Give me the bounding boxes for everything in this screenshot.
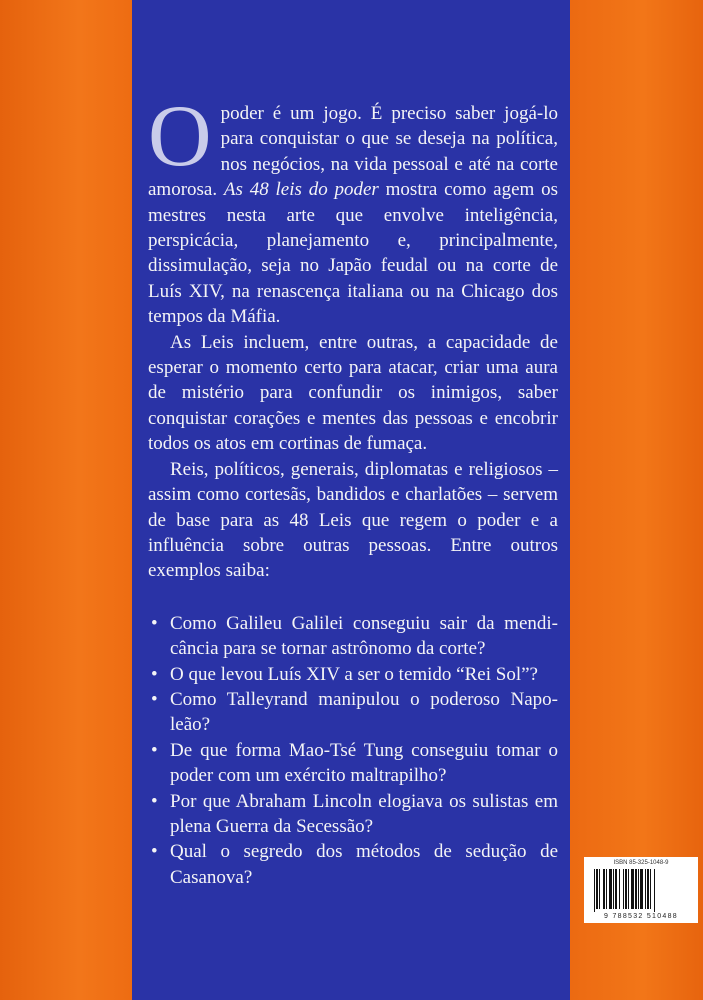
barcode-bar [628, 869, 629, 909]
barcode-bar [654, 869, 655, 912]
barcode-bar [640, 869, 643, 909]
barcode-bar [647, 869, 649, 909]
intro-text-start: poder é um jogo. É preciso saber jogá-lo para conquistar o que se deseja na política, nos negócios, na vida pessoal e até na corte amorosa. [148, 103, 558, 201]
bullet-icon: • [151, 612, 158, 634]
list-item-text: De que forma Mao-Tsé Tung conseguiu tomar o poder com um exército maltrapilho? [170, 739, 558, 787]
barcode-bar [635, 869, 637, 909]
barcode-bar [599, 869, 600, 909]
list-item [148, 789, 558, 840]
barcode-bar [606, 869, 607, 909]
barcode-bar [619, 869, 620, 909]
drop-cap: O [148, 88, 212, 185]
book-title: As 48 leis do poder [223, 179, 379, 201]
barcode-bar [596, 869, 598, 909]
barcode-bar [625, 869, 627, 909]
back-cover-text [148, 88, 559, 890]
laws-paragraph: As Leis incluem, entre outras, a capacidade de esperar o momento certo para atacar, criar uma aura de mistério para confundir os inimigos, saber conquistar corações e mentes das pessoas e encobrir todos os atos em cortinas de fumaça. [148, 331, 558, 455]
barcode-bar [638, 869, 639, 909]
barcode-icon [592, 869, 690, 912]
intro-text-end: mostra como agem os mestres nesta arte que envolve inteligência, perspicácia, planejamento e, principalmente, dissimulação, seja no Japão feudal ou na corte de Luís XIV, na renascença italiana ou na Chicago dos tempos da Máfia. [148, 179, 559, 328]
list-item [148, 687, 558, 738]
cover-left-orange-band [0, 0, 132, 1000]
list-item [148, 662, 558, 687]
barcode-bar [613, 869, 614, 909]
isbn-digits: 9 788532 510488 [604, 913, 678, 920]
bullet-icon: • [151, 663, 158, 685]
bullet-icon: • [151, 739, 158, 761]
barcode-bar [623, 869, 624, 909]
list-item [148, 839, 558, 890]
list-item-text: Qual o segredo dos métodos de sedução de Casanova? [170, 841, 558, 888]
barcode-bar [594, 869, 595, 912]
list-item-text: Como Talleyrand manipulou o poderoso Napoleão? [170, 688, 558, 736]
barcode-bar [631, 869, 634, 909]
list-item-text: Como Galileu Galilei conseguiu sair da mendicância para se tornar astrônomo da corte? [170, 612, 558, 660]
isbn-label: ISBN 85-325-1048-9 [613, 860, 669, 866]
barcode-bar [615, 869, 617, 909]
barcode-bar [609, 869, 612, 909]
list-item-text: O que levou Luís XIV a ser o temido “Rei Sol”? [170, 663, 538, 685]
bullet-icon: • [151, 688, 158, 710]
isbn-barcode [584, 857, 698, 923]
list-item-text: Por que Abraham Lincoln elogiava os sulistas em plena Guerra da Secessão? [170, 790, 558, 837]
cover-right-orange-band [570, 0, 703, 1000]
list-item [148, 611, 558, 662]
barcode-bar [650, 869, 651, 909]
barcode-bar [603, 869, 605, 909]
example-questions-list [148, 611, 558, 890]
list-item [148, 738, 558, 789]
bullet-icon: • [151, 790, 158, 812]
barcode-bar [645, 869, 646, 909]
intro-paragraph [148, 88, 559, 330]
bullet-icon: • [151, 841, 158, 863]
examples-paragraph: Reis, políticos, generais, diplomatas e religiosos – assim como cortesãs, bandidos e charlatões – servem de base para as 48 Leis que regem o poder e a influência sobre outras pessoas. Entre outros exemplos saiba: [148, 458, 558, 582]
